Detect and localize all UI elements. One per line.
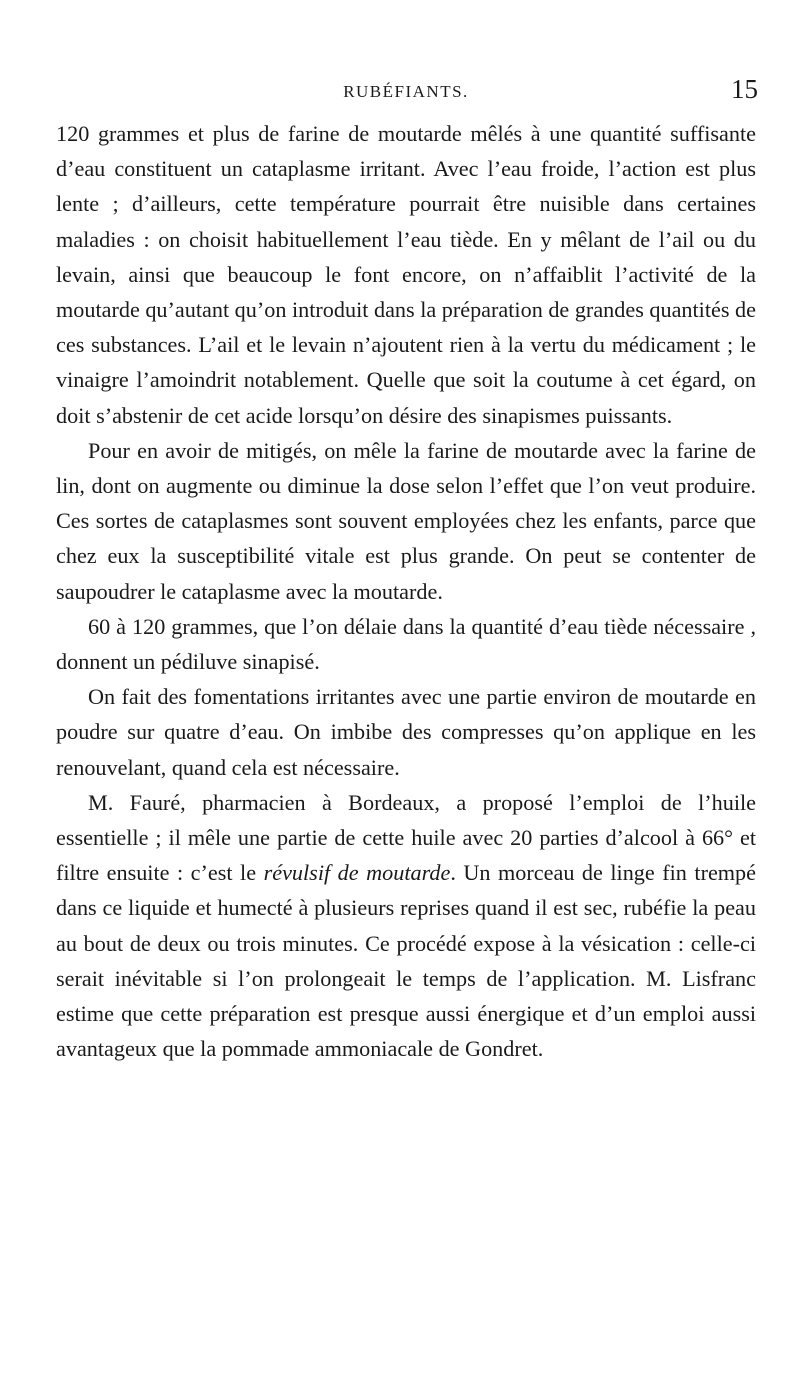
- paragraph-faure-part-1: M. Fauré, pharmacien à Bordeaux, a proposé l’emploi de l’huile essentielle ; il mêle une partie de cette huile avec 20 parties d’alcool à 66° et filtre ensuite : c’est le: [56, 789, 756, 886]
- paragraph-fomentations: On fait des fomentations irritantes avec une partie environ de moutarde en poudre sur quatre d’eau. On imbibe des compresses qu’on applique en les renouvelant, quand cela est nécessaire.: [56, 684, 756, 780]
- running-head: [56, 70, 756, 106]
- body-text: [56, 116, 756, 1066]
- paragraph-pediluve: 60 à 120 grammes, que l’on délaie dans la quantité d’eau tiède nécessaire , donnent un pédiluve sinapisé.: [56, 613, 756, 675]
- page-number: 15: [731, 74, 758, 104]
- paragraph-mitiges: Pour en avoir de mitigés, on mêle la farine de moutarde avec la farine de lin, dont on augmente ou diminue la dose selon l’effet que l’on veut produire. Ces sortes de cataplasmes sont souvent employées chez les enfants, parce que chez eux la susceptibilité vitale est plus grande. On peut se contenter de saupoudrer le cataplasme avec la moutarde.: [56, 437, 756, 604]
- document-page: [56, 70, 756, 1066]
- paragraph-faure: [56, 785, 756, 1067]
- running-title: RUBÉFIANTS.: [343, 82, 469, 101]
- revulsif-term: révulsif de moutarde: [263, 860, 451, 886]
- paragraph-faure-part-2: . Un morceau de linge fin trempé dans ce liquide et humecté à plusieurs reprises quand il est sec, rubéfie la peau au bout de deux ou trois minutes. Ce procédé expose à la vésication : celle-ci serait inévitable si l’on prolongeait le temps de l’application. M. Lisfranc estime que cette préparation est presque aussi énergique et d’un emploi aussi avantageux que la pommade ammoniacale de Gondret.: [56, 860, 757, 1062]
- paragraph-cataplasme: 120 grammes et plus de farine de moutarde mêlés à une quantité suffisante d’eau constituent un cataplasme irritant. Avec l’eau froide, l’action est plus lente ; d’ailleurs, cette température pourrait être nuisible dans certaines maladies : on choisit habituellement l’eau tiède. En y mêlant de l’ail ou du levain, ainsi que beaucoup le font encore, on n’affaiblit l’activité de la moutarde qu’autant qu’on introduit dans la préparation de grandes quantités de ces substances. L’ail et le levain n’ajoutent rien à la vertu du médicament ; le vinaigre l’amoindrit notablement. Quelle que soit la coutume à cet égard, on doit s’abstenir de cet acide lorsqu’on désire des sinapismes puissants.: [56, 121, 756, 428]
